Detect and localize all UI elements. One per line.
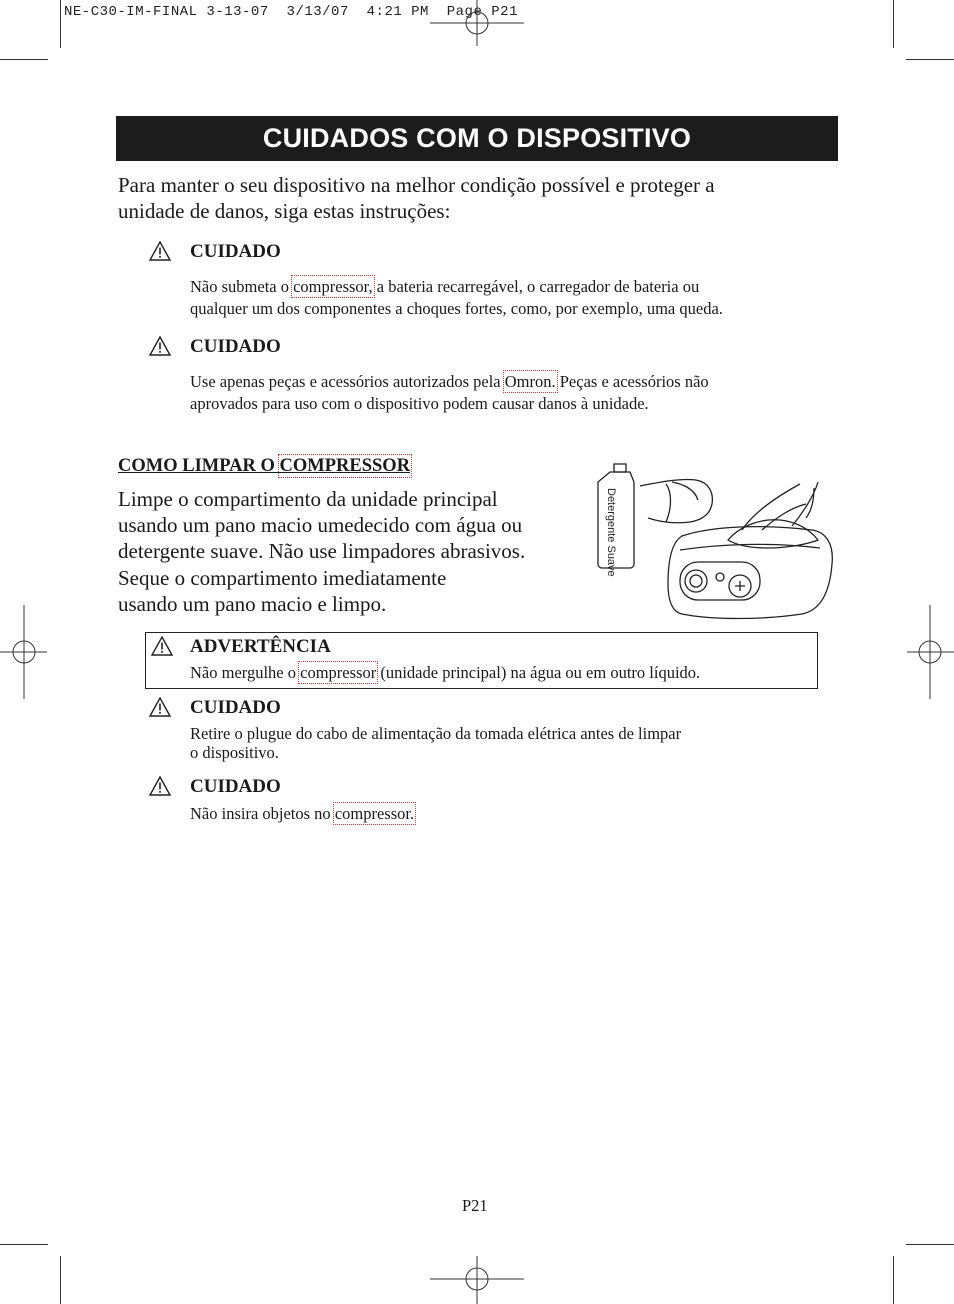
caution-text: Use apenas peças e acessórios autorizados pela Omron. Peças e acessórios não aprovados para uso com o dispositivo podem causar danos à unidade.	[190, 372, 709, 413]
section-heading: COMO LIMPAR O COMPRESSOR	[118, 456, 411, 476]
bottle-label: Detergente Suave	[605, 488, 617, 577]
compressor-link[interactable]: compressor,	[293, 277, 373, 296]
warning-text: Não mergulhe o compressor (unidade principal) na água ou em outro líquido.	[190, 663, 701, 682]
cleaning-illustration	[592, 458, 838, 626]
page-number: P21	[462, 1196, 488, 1215]
caution-label: CUIDADO	[190, 776, 281, 797]
intro-line-2: unidade de danos, siga estas instruções:	[118, 199, 451, 223]
caution-text: Não submeta o compressor, a bateria recarregável, o carregador de bateria ou qualquer um dos componentes a choques fortes, como, por exemplo, uma queda.	[190, 277, 723, 318]
caution-label: CUIDADO	[190, 241, 281, 262]
warning-triangle-icon	[149, 241, 171, 261]
title-bar	[116, 116, 838, 161]
intro-paragraph	[118, 172, 818, 224]
omron-link[interactable]: Omron.	[504, 372, 556, 391]
caution-label: CUIDADO	[190, 336, 281, 357]
warning-triangle-icon	[149, 697, 171, 717]
compressor-link[interactable]: compressor	[300, 663, 377, 682]
warning-triangle-icon	[149, 776, 171, 796]
intro-line-1: Para manter o seu dispositivo na melhor condição possível e proteger a	[118, 173, 715, 197]
compressor-body	[668, 527, 832, 619]
cleaning-paragraph: Limpe o compartimento da unidade principal usando um pano macio umedecido com água ou detergente suave. Não use limpadores abrasivos. Seque o compartimento imediatamente usando um pano macio e limpo.	[118, 487, 526, 616]
warning-triangle-icon	[149, 336, 171, 356]
warning-triangle-icon	[151, 636, 173, 656]
caution-text: Retire o plugue do cabo de alimentação da tomada elétrica antes de limpar o dispositivo.	[190, 724, 682, 762]
print-slug: NE-C30-IM-FINAL 3-13-07 3/13/07 4:21 PM Page P21	[64, 4, 518, 20]
caution-text: Não insira objetos no compressor.	[190, 804, 415, 823]
warning-label: ADVERTÊNCIA	[190, 636, 331, 657]
caution-label: CUIDADO	[190, 697, 281, 718]
page-title: CUIDADOS COM O DISPOSITIVO	[262, 123, 692, 153]
compressor-link[interactable]: COMPRESSOR	[279, 456, 411, 476]
compressor-link[interactable]: compressor.	[334, 804, 415, 823]
